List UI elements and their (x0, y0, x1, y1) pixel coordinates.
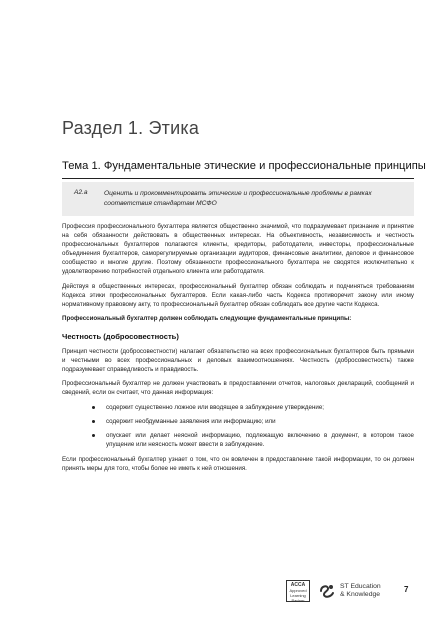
topic-title: Тема 1. Фундаментальные этические и профессиональные принципы (62, 160, 426, 172)
paragraph: Принцип честности (добросовестности) налагает обязательство на всех профессиональных бухгалтеров быть прямыми и честными во всех профессиональных и деловых взаимоотношениях. Честность (добросовестность) также подразумевает справедливость и правдивость. (62, 348, 414, 374)
objective-code: A2.a (74, 189, 88, 196)
topic-divider (62, 178, 414, 179)
st-logo-icon (318, 582, 336, 600)
learning-objective-box (62, 182, 414, 216)
acca-logo (286, 580, 310, 602)
list-item: содержит необдуманные заявления или информацию; или (106, 417, 414, 426)
page-number: 7 (404, 585, 409, 594)
principles-intro: Профессиональный бухгалтер должен соблюдать следующие фундаментальные принципы: (62, 314, 352, 322)
list-item: опускает или делает неясной информацию, подлежащую включению в документ, в котором такое упущение или неясность может ввести в заблуждение. (106, 431, 414, 448)
bullet-list (62, 403, 414, 449)
section-title: Раздел 1. Этика (62, 118, 200, 138)
paragraph: Действуя в общественных интересах, профессиональный бухгалтер обязан соблюдать и подчиняться требованиям Кодекса этики профессиональных бухгалтеров. Если какая-либо часть Кодекса противоречит закону или иному нормативному правовому акту, то профессиональный бухгалтер обязан соблюдать все другие части Кодекса. (62, 282, 414, 308)
st-education-logo (318, 580, 409, 602)
paragraph: Профессиональный бухгалтер не должен участвовать в предоставлении отчетов, налоговых деклараций, сообщений и сведений, если он считает, что данная информация: (62, 380, 414, 397)
body-content (62, 222, 414, 478)
acca-logo-subtext: Approved Learning Partner (289, 588, 307, 603)
logo-line-1: ST Education (340, 583, 381, 590)
paragraph: Профессия профессионального бухгалтера является общественно значимой, что подразумевает признание и принятие на себя обязанности действовать в общественных интересах. На объективность, независимость и честность профессиональных бухгалтеров полагаются клиенты, кредиторы, работодатели, инвесторы, профессиональные объединения бухгалтеров, саморегулируемые организации аудиторов, финансовые аналитики, деловое и финансовое сообщество и многие другие. Поэтому обязанности профессионального бухгалтера не сводятся исключительно к удовлетворению потребностей отдельного клиента или работодателя. (62, 223, 414, 276)
objective-text: Оценить и прокомментировать этические и профессиональные проблемы в рамках соответствия стандартам МСФО (104, 190, 372, 207)
logo-line-2: & Knowledge (340, 591, 381, 598)
acca-logo-text: ACCA (290, 582, 306, 588)
subheading-integrity: Честность (добросовестность) (62, 331, 179, 341)
closing-paragraph: Если профессиональный бухгалтер узнает о том, что он вовлечен в предоставление такой информации, то он должен принять меры для того, чтобы более не иметь к ней отношения. (62, 455, 414, 472)
list-item: содержит существенно ложное или вводящее в заблуждение утверждение; (106, 403, 414, 412)
